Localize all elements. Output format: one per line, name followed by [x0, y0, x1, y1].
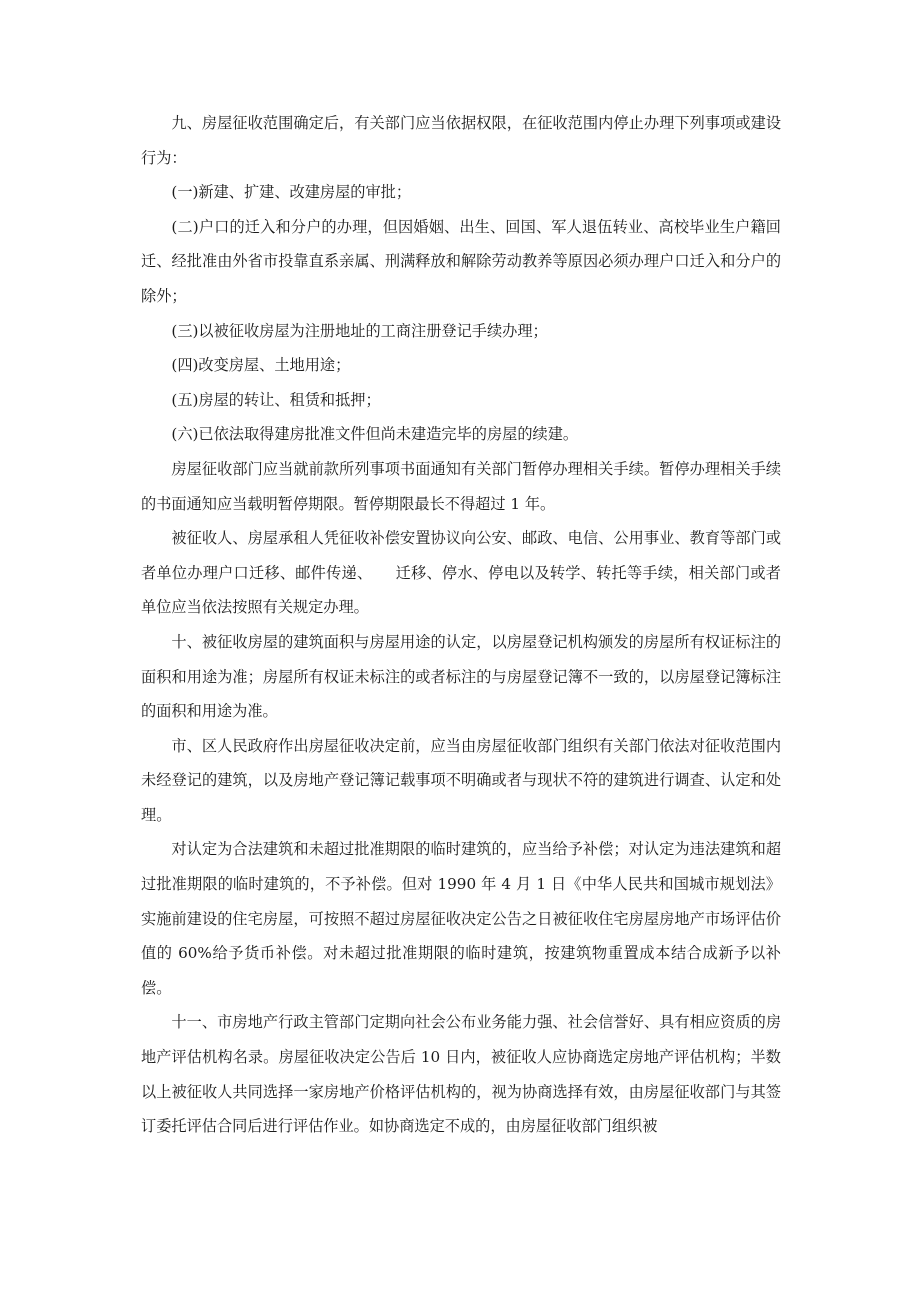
paragraph-item-9: 九、房屋征收范围确定后，有关部门应当依据权限，在征收范围内停止办理下列事项或建设行为： — [141, 114, 781, 167]
paragraph-investigation: 市、区人民政府作出房屋征收决定前，应当由房屋征收部门组织有关部门依法对征收范围内未经登记的建筑，以及房地产登记簿记载事项不明确或者与现状不符的建筑进行调查、认定和处理。 — [141, 736, 781, 824]
list-item-1: (一)新建、扩建、改建房屋的审批； — [171, 183, 412, 202]
paragraph-compensation: 对认定为合法建筑和未超过批准期限的临时建筑的，应当给予补偿；对认定为违法建筑和超过批准期限的临时建筑的，不予补偿。但对 1990 年 4 月 1 日《中华人民共和国城市规划法》实施前建设的住宅房屋，可按照不超过房屋征收决定公告之日被征收住宅房屋房地产市场评估价值的 60%给予货币补偿。对未超过批准期限的临时建筑，按建筑物重置成本结合成新予以补偿。 — [141, 840, 781, 997]
list-item-5: (五)房屋的转让、租赁和抵押； — [171, 390, 381, 409]
list-item-4: (四)改变房屋、土地用途； — [171, 356, 351, 375]
paragraph-item-10: 十、被征收房屋的建筑面积与房屋用途的认定，以房屋登记机构颁发的房屋所有权证标注的面积和用途为准；房屋所有权证未标注的或者标注的与房屋登记簿不一致的，以房屋登记簿标注的面积和用途为准。 — [141, 632, 781, 721]
list-item-6: (六)已依法取得建房批准文件但尚未建造完毕的房屋的续建。 — [171, 425, 579, 444]
paragraph-procedures: 被征收人、房屋承租人凭征收补偿安置协议向公安、邮政、电信、公用事业、教育等部门或者单位办理户口迁移、邮件传递、 迁移、停水、停电以及转学、转托等手续，相关部门或者单位应当依法按照有关规定办理。 — [141, 529, 781, 617]
paragraph-item-11: 十一、市房地产行政主管部门定期向社会公布业务能力强、社会信誉好、具有相应资质的房地产评估机构名录。房屋征收决定公告后 10 日内，被征收人应协商选定房地产评估机构；半数以上被征收人共同选择一家房地产价格评估机构的，视为协商选择有效，由房屋征收部门与其签订委托评估合同后进行评估作业。如协商选定不成的，由房屋征收部门组织被 — [141, 1013, 781, 1136]
list-item-2: (二)户口的迁入和分户的办理，但因婚姻、出生、回国、军人退伍转业、高校毕业生户籍回迁、经批准由外省市投靠直系亲属、刑满释放和解除劳动教养等原因必须办理户口迁入和分户的除外； — [141, 217, 781, 305]
list-item-3: (三)以被征收房屋为注册地址的工商注册登记手续办理； — [171, 321, 548, 340]
document-page — [141, 106, 781, 1144]
paragraph-notice: 房屋征收部门应当就前款所列事项书面通知有关部门暂停办理相关手续。暂停办理相关手续的书面通知应当载明暂停期限。暂停期限最长不得超过 1 年。 — [141, 459, 781, 513]
